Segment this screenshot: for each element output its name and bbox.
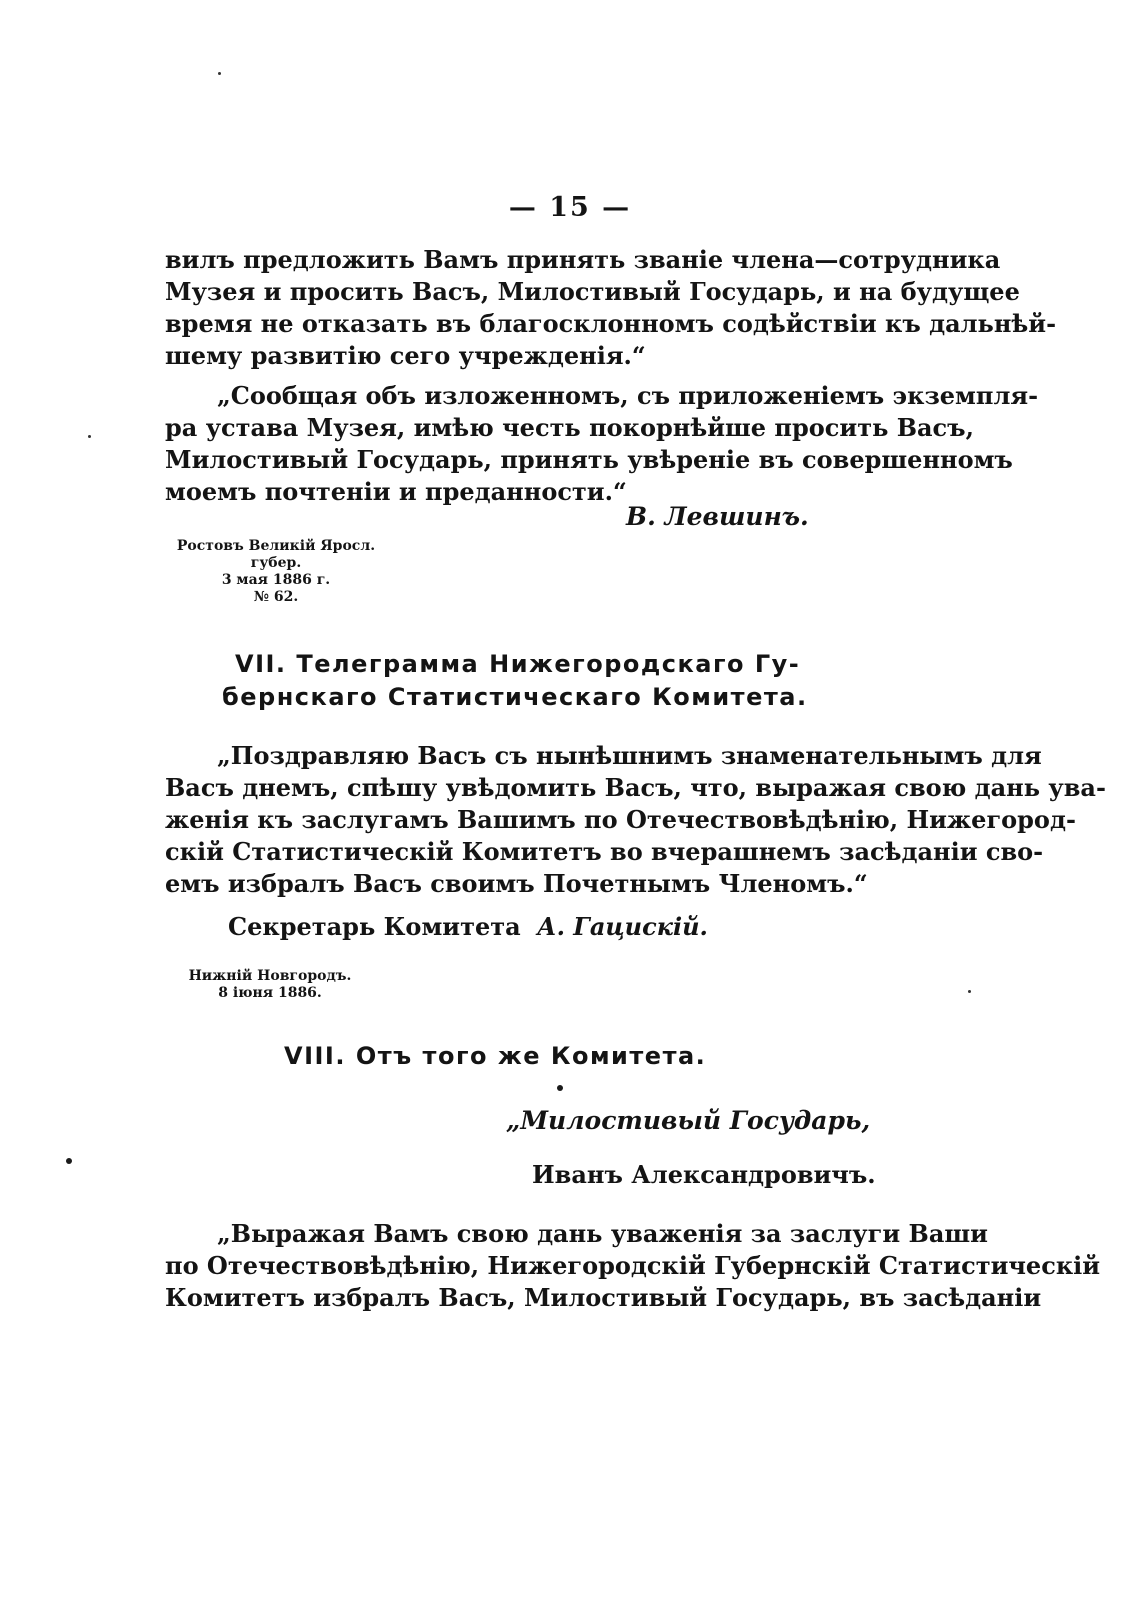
print-speck bbox=[218, 72, 221, 75]
signature-gatsisky bbox=[228, 912, 708, 941]
salutation-name: Иванъ Александровичъ. bbox=[532, 1160, 876, 1189]
place-line: губер. bbox=[250, 555, 302, 571]
place-line: № 62. bbox=[253, 589, 299, 605]
text-line: вилъ предложить Вамъ принять званіе члена—сотрудника bbox=[165, 245, 1001, 274]
text-line: „Сообщая объ изложенномъ, съ приложеніемъ экземпля- bbox=[217, 381, 1039, 410]
paragraph-final bbox=[165, 1218, 1101, 1314]
signature-name: А. Гацискій. bbox=[537, 912, 708, 941]
text-line: Комитетъ избралъ Васъ, Милостивый Государь, въ засѣданіи bbox=[165, 1283, 1042, 1312]
place-line: 3 мая 1886 г. bbox=[221, 572, 331, 588]
paragraph-continuation bbox=[165, 244, 1057, 372]
text-line: скій Статистическій Комитетъ во вчерашнемъ засѣданіи сво- bbox=[165, 837, 1044, 866]
text-line: шему развитію сего учрежденія.“ bbox=[165, 341, 646, 370]
salutation-line: „Милостивый Государь, bbox=[506, 1106, 871, 1135]
place-date-block bbox=[166, 538, 386, 606]
place-date-block-2 bbox=[185, 968, 355, 1002]
print-speck bbox=[557, 1085, 563, 1091]
place-line: 8 іюня 1886. bbox=[218, 985, 322, 1001]
section-heading-vii bbox=[0, 648, 1140, 714]
text-line: емъ избралъ Васъ своимъ Почетнымъ Членомъ.“ bbox=[165, 869, 868, 898]
paragraph-closing bbox=[165, 380, 1039, 508]
signature-levshin: В. Левшинъ. bbox=[626, 502, 809, 531]
place-line: Нижній Новгородъ. bbox=[188, 968, 352, 984]
heading-line: бернскаго Статистическаго Комитета. bbox=[222, 683, 808, 711]
text-line: ра устава Музея, имѣю честь покорнѣйше просить Васъ, bbox=[165, 413, 974, 442]
print-speck bbox=[88, 435, 91, 438]
text-line: время не отказать въ благосклонномъ содѣйствіи къ дальнѣй- bbox=[165, 309, 1057, 338]
text-line: Васъ днемъ, спѣшу увѣдомить Васъ, что, выражая свою дань ува- bbox=[165, 773, 1106, 802]
text-line: Милостивый Государь, принять увѣреніе въ совершенномъ bbox=[165, 445, 1013, 474]
text-line: по Отечествовѣдѣнію, Нижегородскій Губернскій Статистическій bbox=[165, 1251, 1101, 1280]
telegram-text bbox=[165, 740, 1106, 900]
heading-line: VII. Телеграмма Нижегородскаго Гу- bbox=[235, 650, 801, 678]
place-line: Ростовъ Великій Яросл. bbox=[176, 538, 376, 554]
signature-title: Секретарь Комитета bbox=[228, 912, 521, 941]
text-line: „Поздравляю Васъ съ нынѣшнимъ знаменательнымъ для bbox=[217, 741, 1042, 770]
section-heading-viii: VIII. Отъ того же Комитета. bbox=[284, 1042, 707, 1070]
text-line: Музея и просить Васъ, Милостивый Государь, и на будущее bbox=[165, 277, 1020, 306]
page-number: — 15 — bbox=[508, 192, 632, 223]
print-speck bbox=[66, 1158, 72, 1164]
print-speck bbox=[968, 990, 971, 993]
text-line: „Выражая Вамъ свою дань уваженія за заслуги Ваши bbox=[217, 1219, 988, 1248]
text-line: моемъ почтеніи и преданности.“ bbox=[165, 477, 627, 506]
text-line: женія къ заслугамъ Вашимъ по Отечествовѣдѣнію, Нижегород- bbox=[165, 805, 1076, 834]
